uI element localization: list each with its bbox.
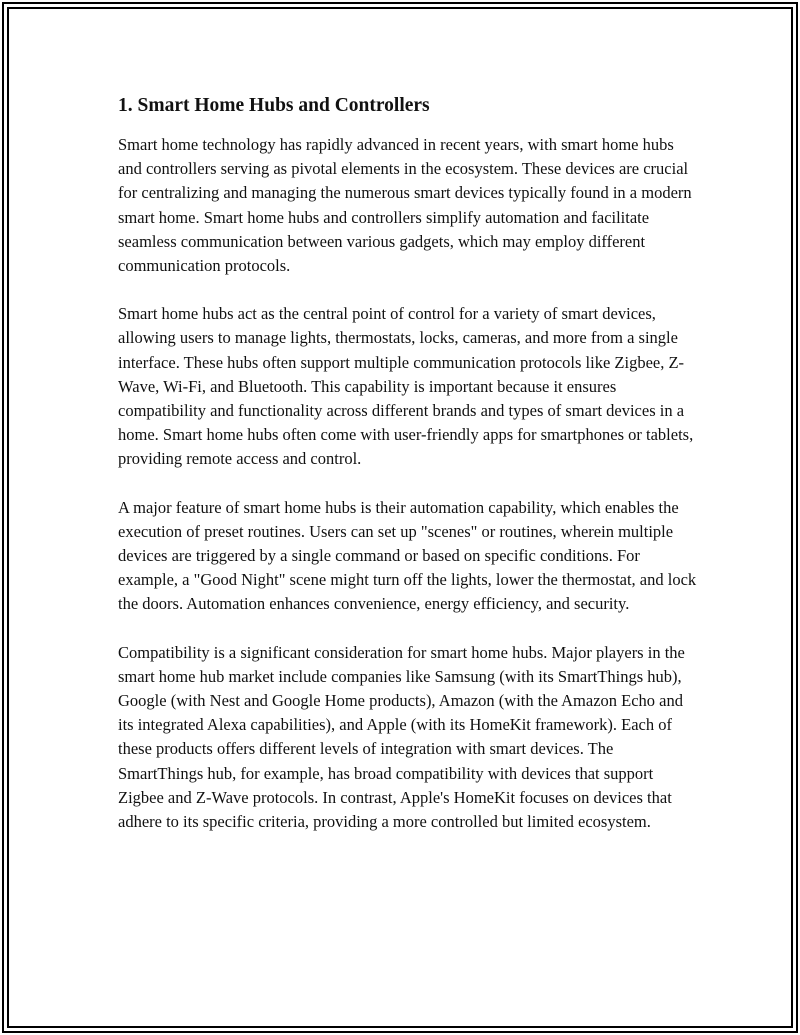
paragraph-central-control: Smart home hubs act as the central point of control for a variety of smart devices, allowing users to manage lights, thermostats, locks, cameras, and more from a single interface. These hubs often support multiple communication protocols like Zigbee, Z-Wave, Wi-Fi, and Bluetooth. This capability is important because it ensures compatibility and functionality across different brands and types of smart devices in a home. Smart home hubs often come with user-friendly apps for smartphones or tablets, providing remote access and control. — [118, 304, 694, 469]
paragraph-compatibility: Compatibility is a significant consideration for smart home hubs. Major players in the smart home hub market include companies like Samsung (with its SmartThings hub), Google (with Nest and Google Home products), Amazon (with the Amazon Echo and its integrated Alexa capabilities), and Apple (with its HomeKit framework). Each of these products offers different levels of integration with smart devices. The SmartThings hub, for example, has broad compatibility with devices that support Zigbee and Z-Wave protocols. In contrast, Apple's HomeKit focuses on devices that adhere to its specific criteria, providing a more controlled but limited ecosystem. — [118, 642, 685, 832]
section-heading: 1. Smart Home Hubs and Controllers — [118, 95, 430, 116]
paragraph-intro: Smart home technology has rapidly advanced in recent years, with smart home hubs and controllers serving as pivotal elements in the ecosystem. These devices are crucial for centralizing and managing the numerous smart devices typically found in a modern smart home. Smart home hubs and controllers simplify automation and facilitate seamless communication between various gadgets, which may employ different communication protocols. — [118, 135, 692, 276]
paragraph-automation: A major feature of smart home hubs is their automation capability, which enables the execution of preset routines. Users can set up "scenes" or routines, wherein multiple devices are triggered by a single command or based on specific conditions. For example, a "Good Night" scene might turn off the lights, lower the thermostat, and lock the doors. Automation enhances convenience, energy efficiency, and security. — [118, 497, 697, 614]
document-body — [118, 94, 698, 858]
